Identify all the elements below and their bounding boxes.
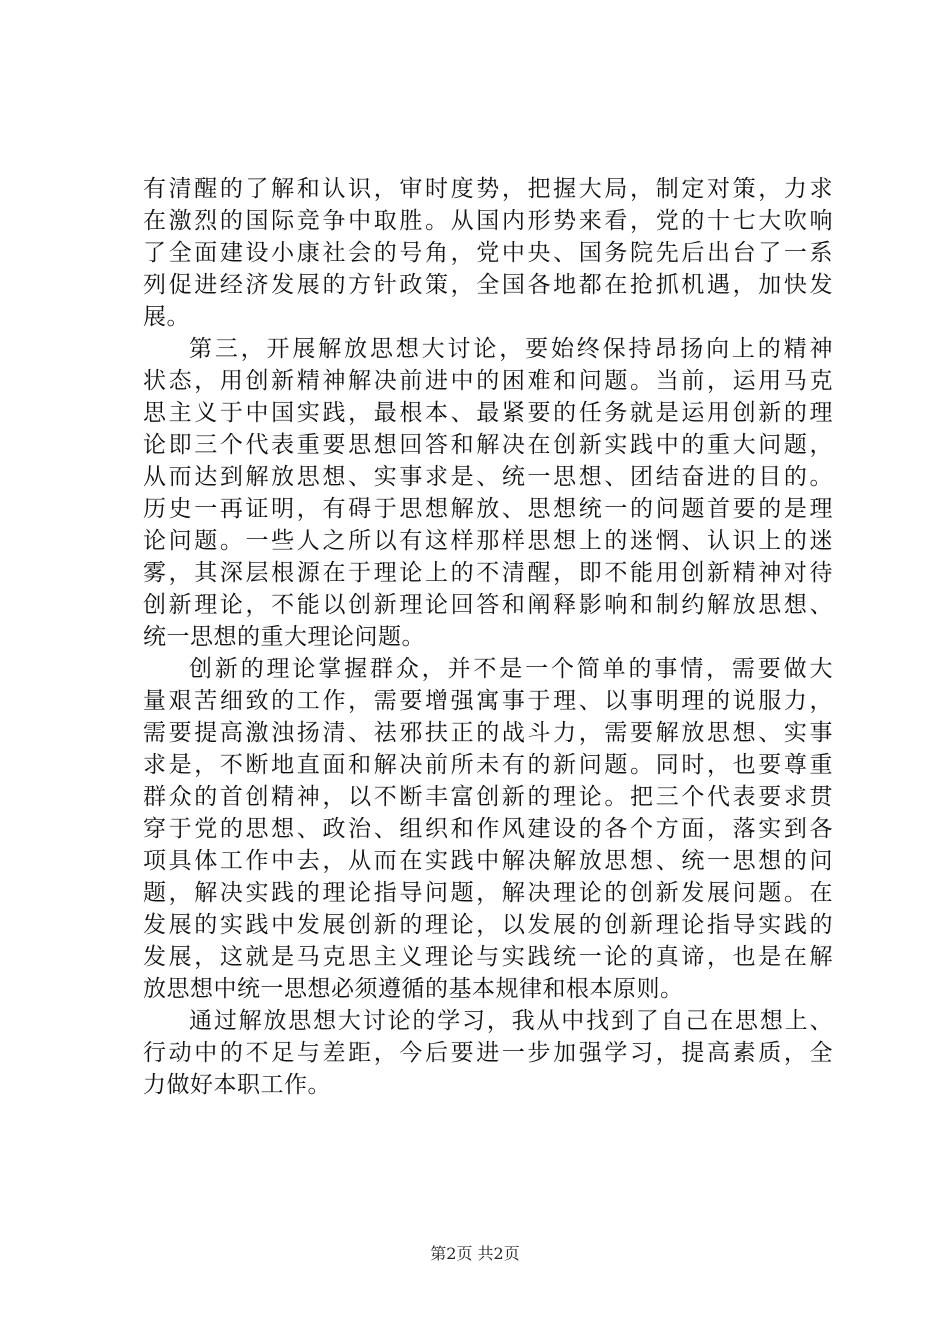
text-line: 历史一再证明，有碍于思想解放、思想统一的问题首要的是理: [143, 496, 833, 522]
text-line: 发展，这就是马克思主义理论与实践统一论的真谛，也是在解: [143, 944, 833, 970]
text-line: 状态，用创新精神解决前进中的困难和问题。当前，运用马克: [143, 368, 833, 394]
text-line: 展。: [143, 304, 190, 330]
page-number-footer: 第2页 共2页: [430, 1244, 520, 1263]
text-line: 论问题。一些人之所以有这样那样思想上的迷惘、认识上的迷: [143, 528, 833, 554]
text-line: 力做好本职工作。: [143, 1072, 331, 1098]
text-line: 发展的实践中发展创新的理论，以发展的创新理论指导实践的: [143, 912, 833, 938]
text-line: 创新理论，不能以创新理论回答和阐释影响和制约解放思想、: [143, 592, 833, 618]
text-line: 了全面建设小康社会的号角，党中央、国务院先后出台了一系: [143, 240, 833, 266]
text-line: 题，解决实践的理论指导问题，解决理论的创新发展问题。在: [143, 880, 833, 906]
text-line: 需要提高激浊扬清、祛邪扶正的战斗力，需要解放思想、实事: [143, 720, 833, 746]
text-line: 放思想中统一思想必须遵循的基本规律和根本原则。: [143, 976, 684, 1002]
paragraph-start-line: 第三，开展解放思想大讨论，要始终保持昂扬向上的精神: [189, 336, 833, 362]
paragraph-start-line: 创新的理论掌握群众，并不是一个简单的事情，需要做大: [189, 656, 833, 682]
text-line: 有清醒的了解和认识，审时度势，把握大局，制定对策，力求: [143, 176, 833, 202]
text-line: 从而达到解放思想、实事求是、统一思想、团结奋进的目的。: [143, 464, 833, 490]
text-line: 在激烈的国际竞争中取胜。从国内形势来看，党的十七大吹响: [143, 208, 833, 234]
text-line: 行动中的不足与差距，今后要进一步加强学习，提高素质，全: [143, 1040, 833, 1066]
text-line: 列促进经济发展的方针政策，全国各地都在抢抓机遇，加快发: [143, 272, 833, 298]
paragraph-start-line: 通过解放思想大讨论的学习，我从中找到了自己在思想上、: [189, 1008, 833, 1034]
text-line: 量艰苦细致的工作，需要增强寓事于理、以事明理的说服力，: [143, 688, 833, 714]
text-line: 思主义于中国实践，最根本、最紧要的任务就是运用创新的理: [143, 400, 833, 426]
text-line: 统一思想的重大理论问题。: [143, 624, 425, 650]
document-body: [143, 173, 833, 1101]
text-line: 论即三个代表重要思想回答和解决在创新实践中的重大问题，: [143, 432, 833, 458]
text-line: 雾，其深层根源在于理论上的不清醒，即不能用创新精神对待: [143, 560, 833, 586]
text-line: 求是，不断地直面和解决前所未有的新问题。同时，也要尊重: [143, 752, 833, 778]
text-line: 穿于党的思想、政治、组织和作风建设的各个方面，落实到各: [143, 816, 833, 842]
text-line: 项具体工作中去，从而在实践中解决解放思想、统一思想的问: [143, 848, 833, 874]
text-line: 群众的首创精神，以不断丰富创新的理论。把三个代表要求贯: [143, 784, 833, 810]
